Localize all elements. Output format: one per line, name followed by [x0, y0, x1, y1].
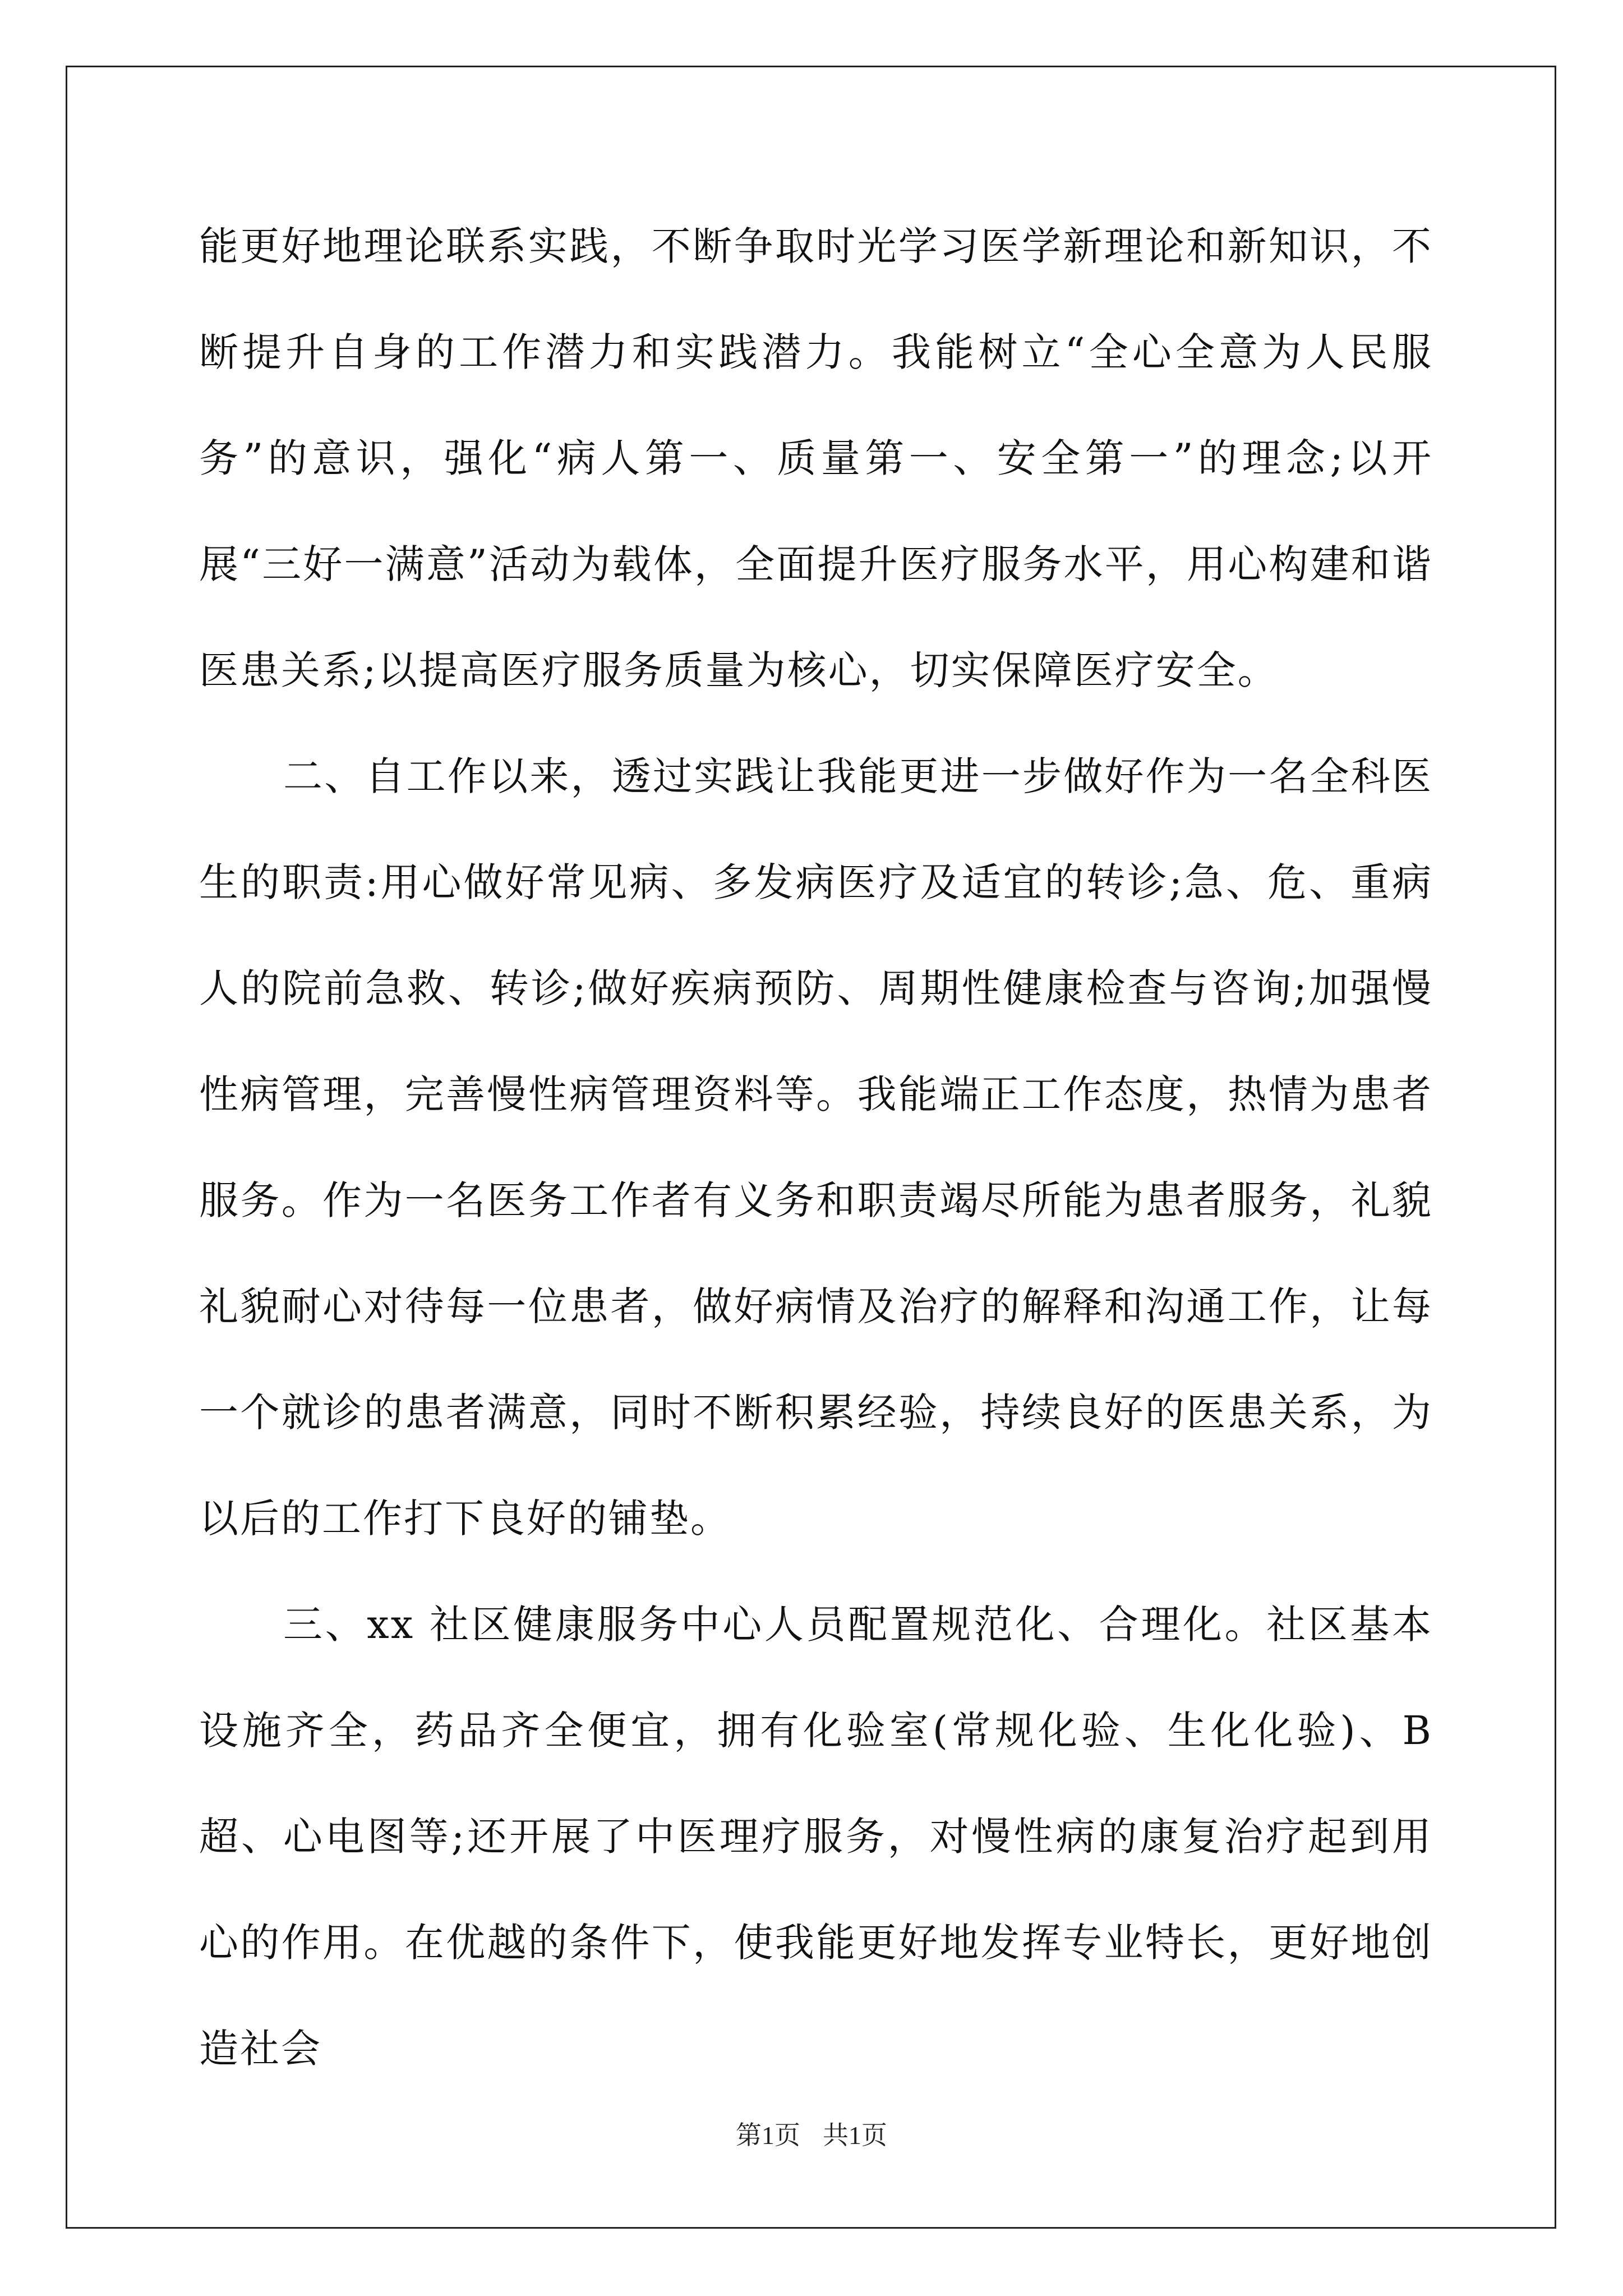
- total-pages: 共1页: [823, 2121, 887, 2150]
- paragraph-2: 二、自工作以来，透过实践让我能更进一步做好作为一名全科医生的职责:用心做好常见病、多发病医疗及适宜的转诊;急、危、重病人的院前急救、转诊;做好疾病预防、周期性健康检查与咨询;加强慢性病管理，完善慢性病管理资料等。我能端正工作态度，热情为患者服务。作为一名医务工作者有义务和职责竭尽所能为患者服务，礼貌礼貌耐心对待每一位患者，做好病情及治疗的解释和沟通工作，让每一个就诊的患者满意，同时不断积累经验，持续良好的医患关系，为以后的工作打下良好的铺垫。: [199, 753, 1433, 1542]
- paragraph-3: 三、xx 社区健康服务中心人员配置规范化、合理化。社区基本设施齐全，药品齐全便宜，拥有化验室(常规化验、生化化验)、B 超、心电图等;还开展了中医理疗服务，对慢性病的康复治疗起到用心的作用。在优越的条件下，使我能更好地发挥专业特长，更好地创造社会: [199, 1602, 1433, 2072]
- page-number: 第1页: [736, 2121, 800, 2150]
- page-footer: [0, 2115, 1623, 2152]
- paragraph-1: 能更好地理论联系实践，不断争取时光学习医学新理论和新知识，不断提升自身的工作潜力和实践潜力。我能树立“全心全意为人民服务”的意识，强化“病人第一、质量第一、安全第一”的理念;以开展“三好一满意”活动为载体，全面提升医疗服务水平，用心构建和谐医患关系;以提高医疗服务质量为核心，切实保障医疗安全。: [199, 223, 1433, 693]
- document-body: [199, 194, 1433, 2102]
